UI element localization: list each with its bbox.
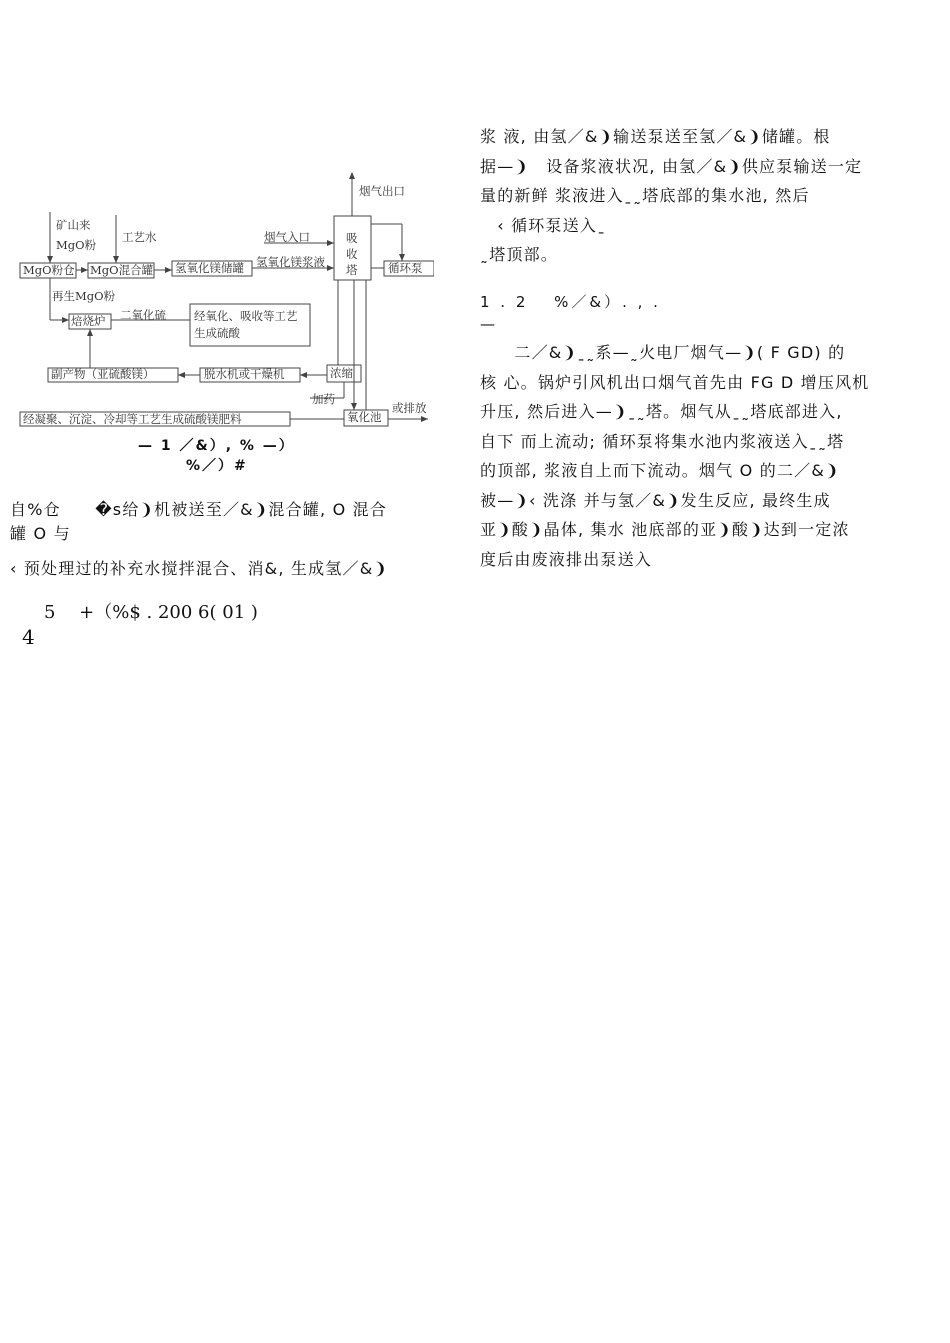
text-line: 二／&❩ˍ˷系—˷火电厂烟气—❩( F GD) 的 (480, 343, 846, 362)
text-line: 度后由废液排出泵送入 (480, 549, 653, 569)
text-line: ‹ 预处理过的补充水搅拌混合、消&, 生成氢／&❩ (10, 559, 389, 578)
calciner-label: 焙烧炉 (71, 314, 106, 328)
text-line: 自下 而上流动; 循环泵将集水池内浆液送入ˍ˷塔 (480, 431, 845, 451)
so2-label: 二氧化硫 (120, 308, 166, 322)
fertilizer-label: 经凝聚、沉淀、冷却等工艺生成硫酸镁肥料 (23, 412, 242, 426)
process-water-label: 工艺水 (122, 230, 157, 244)
text-line: 的顶部, 浆液自上而下流动。烟气 O 的二／&❩ (480, 461, 840, 480)
dewater-label: 脱水机或干燥机 (204, 367, 285, 381)
figure-caption-line2: %／）# (186, 458, 248, 474)
mgoh-tank-label: 氢氧化镁储罐 (175, 261, 244, 275)
left-column-paragraph (10, 496, 450, 584)
text-line: 核 心。锅炉引风机出口烟气首先由 FG D 增压风机 (480, 372, 870, 392)
concentrate-label: 浓缩 (330, 366, 353, 380)
acid-line2: 生成硫酸 (194, 326, 240, 340)
text-line: ‹ 循环泵送入ˍ (480, 215, 607, 235)
oxidation-pool-label: 氧化池 (347, 410, 382, 424)
circ-pump-label: 循环泵 (388, 261, 423, 275)
slurry-label: 氢氧化镁浆液 (256, 255, 325, 269)
text-line: 罐 O 与 (10, 524, 71, 543)
figure-caption-line1: — 1 ／&）, % —） (138, 438, 295, 454)
section-heading (480, 291, 661, 335)
text-line: 据—❩ 设备浆液状况, 由氢／&❩供应泵输送一定 (480, 156, 863, 176)
right-column-paragraph-2 (480, 338, 920, 574)
text-line: 浆 液, 由氢／&❩输送泵送至氢／&❩储罐。根 (480, 127, 831, 146)
flue-in-label: 烟气入口 (264, 230, 310, 244)
section-heading-line1: 1 . 2 %／&）. , . (480, 293, 661, 311)
text-line: 亚❩酸❩晶体, 集水 池底部的亚❩酸❩达到一定浓 (480, 520, 850, 539)
text-line: 量的新鲜 浆液进入ˍ˷塔底部的集水池, 然后 (480, 186, 810, 205)
text-line: 被—❩‹ 洗涤 并与氢／&❩发生反应, 最终生成 (480, 490, 831, 510)
page-number: 4 (22, 625, 35, 649)
section-heading-line2: — (480, 315, 498, 333)
flue-out-label: 烟气出口 (359, 184, 405, 198)
regen-label: 再生MgO粉 (52, 289, 116, 303)
text-line: 自%仓 �s给❩机被送至／&❩混合罐, O 混合 (10, 500, 388, 519)
discharge-label: 或排放 (392, 401, 427, 415)
byproduct-label: 副产物（亚硫酸镁） (51, 367, 155, 381)
mgo-powder-label: MgO粉 (56, 238, 97, 252)
text-line: ˷塔顶部。 (480, 245, 559, 264)
text-line: 升压, 然后进入—❩ˍ˷塔。烟气从ˍ˷塔底部进入, (480, 402, 843, 421)
mgo-mix-label: MgO混合罐 (90, 263, 154, 277)
ore-label: 矿山来 (56, 218, 91, 232)
right-column-paragraph-1 (480, 122, 920, 270)
mgo-silo-label: MgO粉仓 (23, 263, 75, 277)
acid-line1: 经氧化、吸收等工艺 (194, 309, 298, 323)
absorber-label: 吸收塔 (346, 231, 358, 277)
page-footer-journal: 5 +（%$ . 200 6( 01 ) (44, 602, 258, 623)
process-flow-diagram (14, 170, 434, 435)
add-agent-label: 加药 (312, 392, 335, 406)
